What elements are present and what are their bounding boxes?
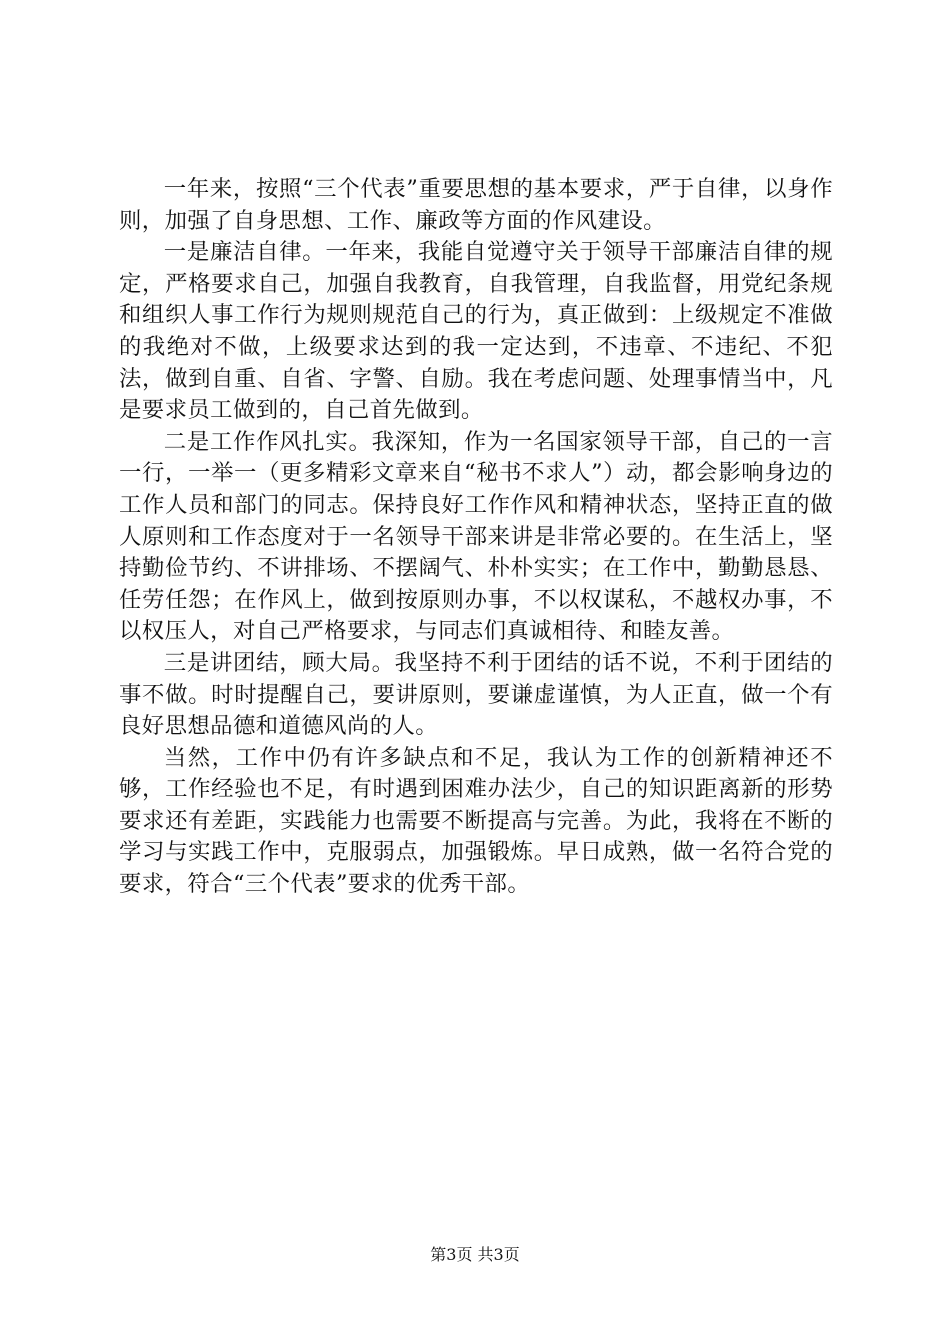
page-footer	[0, 1245, 950, 1265]
document-body	[119, 174, 833, 901]
paragraph-shortcomings: 当然，工作中仍有许多缺点和不足，我认为工作的创新精神还不够，工作经验也不足，有时遇到困难办法少，自己的知识距离新的形势要求还有差距，实践能力也需要不断提高与完善。为此，我将在不断的学习与实践工作中，克服弱点，加强锻炼。早日成熟，做一名符合党的要求，符合“三个代表”要求的优秀干部。	[119, 744, 833, 898]
paragraph-intro: 一年来，按照“三个代表”重要思想的基本要求，严于自律，以身作则，加强了自身思想、工作、廉政等方面的作风建设。	[119, 176, 833, 234]
paragraph-work-style: 二是工作作风扎实。我深知，作为一名国家领导干部，自己的一言一行，一举一（更多精彩文章来自“秘书不求人”）动，都会影响身边的工作人员和部门的同志。保持良好工作作风和精神状态，坚持正直的做人原则和工作态度对于一名领导干部来讲是非常必要的。在生活上，坚持勤俭节约、不讲排场、不摆阔气、朴朴实实；在工作中，勤勤恳恳、任劳任怨；在作风上，做到按原则办事，不以权谋私，不越权办事，不以权压人，对自己严格要求，与同志们真诚相待、和睦友善。	[119, 428, 833, 645]
paragraph-integrity: 一是廉洁自律。一年来，我能自觉遵守关于领导干部廉洁自律的规定，严格要求自己，加强自我教育，自我管理，自我监督，用党纪条规和组织人事工作行为规则规范自己的行为，真正做到：上级规定不准做的我绝对不做，上级要求达到的我一定达到，不违章、不违纪、不犯法，做到自重、自省、字警、自励。我在考虑问题、处理事情当中，凡是要求员工做到的，自己首先做到。	[119, 239, 833, 424]
page-number: 第3页 共3页	[430, 1245, 520, 1264]
paragraph-unity: 三是讲团结，顾大局。我坚持不利于团结的话不说，不利于团结的事不做。时时提醒自己，要讲原则，要谦虚谨慎，为人正直，做一个有良好思想品德和道德风尚的人。	[119, 649, 833, 740]
